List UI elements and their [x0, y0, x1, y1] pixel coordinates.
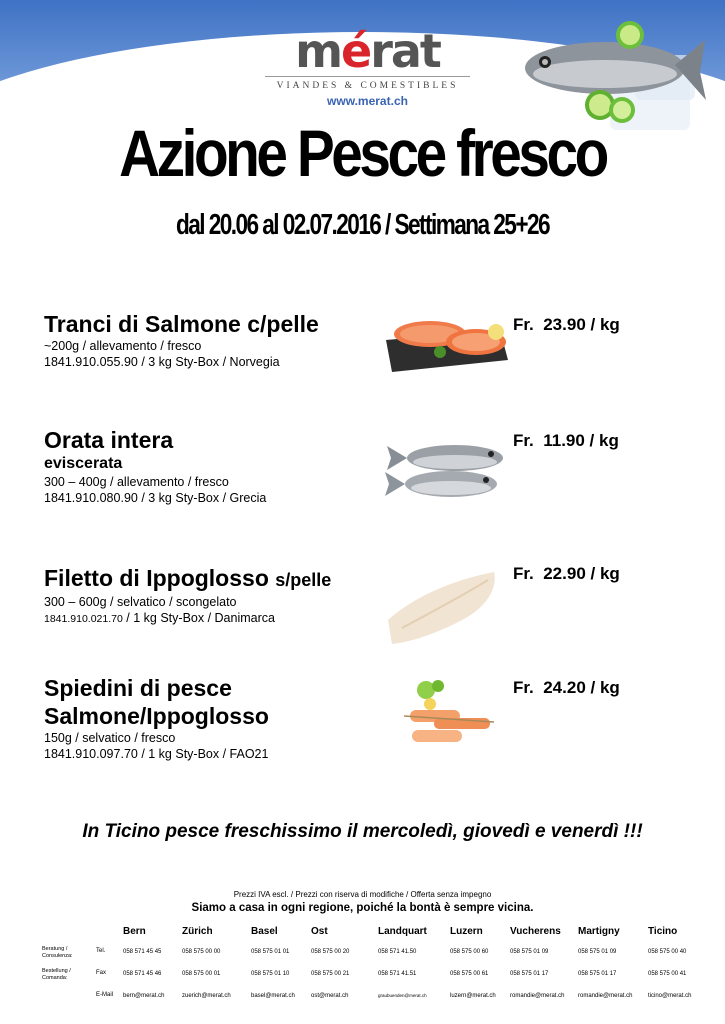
- product-code: 1841.910.055.90 / 3 kg Sty-Box / Norvegia: [44, 355, 280, 369]
- fax-number: 058 575 00 41: [648, 971, 687, 977]
- phone-number[interactable]: 058 575 00 40: [648, 949, 687, 955]
- row-kind: E-Mail: [96, 992, 114, 998]
- phone-number[interactable]: 058 575 00 20: [311, 949, 350, 955]
- product-detail: 300 – 600g / selvatico / scongelato: [44, 595, 237, 609]
- phone-number[interactable]: 058 571 45 45: [123, 949, 162, 955]
- salmon-steaks-image: [378, 312, 513, 374]
- row-kind: Tel.: [96, 948, 106, 954]
- contact-header-row: [40, 922, 705, 944]
- halibut-fillet-image: [382, 568, 504, 648]
- phone-number[interactable]: 058 575 00 00: [182, 949, 221, 955]
- region-header: Martigny: [578, 926, 620, 937]
- product-code: 1841.910.021.70 / 1 kg Sty-Box / Danimarca: [44, 611, 275, 625]
- product-price: Fr. 24.20 / kg: [513, 678, 620, 697]
- row-kind: Fax: [96, 970, 107, 976]
- region-header: Luzern: [450, 926, 483, 937]
- phone-number[interactable]: 058 571 41.50: [378, 949, 417, 955]
- fax-number: 058 575 00 01: [182, 971, 221, 977]
- sea-bream-image: [383, 436, 513, 512]
- region-header: Ticino: [648, 926, 678, 937]
- region-header: Bern: [123, 926, 146, 937]
- price-disclaimer: Prezzi IVA escl. / Prezzi con riserva di modifiche / Offerta senza impegno: [233, 890, 492, 899]
- region-header: Vucherens: [510, 926, 561, 937]
- fish-skewers-image: [404, 678, 496, 750]
- region-header: Basel: [251, 926, 278, 937]
- phone-number[interactable]: 058 575 01 09: [510, 949, 549, 955]
- product-detail: 300 – 400g / allevamento / fresco: [44, 475, 229, 489]
- offer-period: dal 20.06 al 02.07.2016 / Settimana 25+26: [175, 209, 550, 241]
- product-price: Fr. 11.90 / kg: [513, 431, 619, 450]
- region-header: Zürich: [182, 926, 213, 937]
- email-link[interactable]: basel@merat.ch: [251, 993, 295, 999]
- fax-number: 058 575 01 10: [251, 971, 290, 977]
- phone-number[interactable]: 058 575 01 09: [578, 949, 617, 955]
- product-code: 1841.910.097.70 / 1 kg Sty-Box / FAO21: [44, 747, 269, 761]
- fax-number: 058 575 00 61: [450, 971, 489, 977]
- ticino-slogan: In Ticino pesce freschissimo il mercoledì, giovedì e venerdì !!!: [82, 821, 643, 842]
- email-link[interactable]: ost@merat.ch: [311, 993, 349, 999]
- email-link[interactable]: luzern@merat.ch: [450, 993, 496, 999]
- row-label: Beratung / Consulenza:: [42, 946, 73, 959]
- product-name-line2: Salmone/Ippoglosso: [44, 703, 269, 729]
- email-link[interactable]: zuerich@merat.ch: [182, 993, 231, 999]
- fax-number: 058 571 41.51: [378, 971, 417, 977]
- email-link[interactable]: graubuenden@merat.ch: [378, 993, 427, 998]
- product-detail: ~200g / allevamento / fresco: [44, 339, 202, 353]
- fax-number: 058 575 00 21: [311, 971, 350, 977]
- fax-number: 058 575 01 17: [578, 971, 617, 977]
- product-name: Tranci di Salmone c/pelle: [44, 311, 319, 337]
- product-detail: 150g / selvatico / fresco: [44, 731, 176, 745]
- product-price: Fr. 23.90 / kg: [513, 315, 620, 334]
- phone-number[interactable]: 058 575 01 01: [251, 949, 290, 955]
- region-header: Landquart: [378, 926, 427, 937]
- product-name: Spiedini di pesce: [44, 675, 232, 701]
- email-link[interactable]: romandie@merat.ch: [510, 993, 565, 999]
- logo-wordmark: mérat: [295, 24, 440, 78]
- email-link[interactable]: romandie@merat.ch: [578, 993, 633, 999]
- fax-number: 058 575 01 17: [510, 971, 549, 977]
- website-link[interactable]: www.merat.ch: [327, 94, 408, 108]
- row-label: Bestellung / Comanda:: [42, 968, 71, 981]
- product-name: Orata intera: [44, 427, 174, 453]
- contact-row-fax: [40, 966, 705, 988]
- logo-tagline: VIANDES & COMESTIBLES: [265, 76, 470, 91]
- merat-logo: [265, 24, 470, 108]
- email-link[interactable]: ticino@merat.ch: [648, 993, 692, 999]
- page-title: Azione Pesce fresco: [119, 116, 606, 190]
- product-code: 1841.910.080.90 / 3 kg Sty-Box / Grecia: [44, 491, 267, 505]
- contact-row-email: [40, 988, 705, 1010]
- product-variant: eviscerata: [44, 455, 123, 472]
- product-price: Fr. 22.90 / kg: [513, 564, 620, 583]
- contact-table: [40, 922, 705, 1010]
- region-header: Ost: [311, 926, 328, 937]
- email-link[interactable]: bern@merat.ch: [123, 993, 165, 999]
- product-name: Filetto di Ippoglosso s/pelle: [44, 565, 332, 591]
- footer-tagline: Siamo a casa in ogni regione, poiché la bontà è sempre vicina.: [191, 902, 534, 914]
- contact-row-tel: [40, 944, 705, 966]
- fax-number: 058 571 45 46: [123, 971, 162, 977]
- phone-number[interactable]: 058 575 00 60: [450, 949, 489, 955]
